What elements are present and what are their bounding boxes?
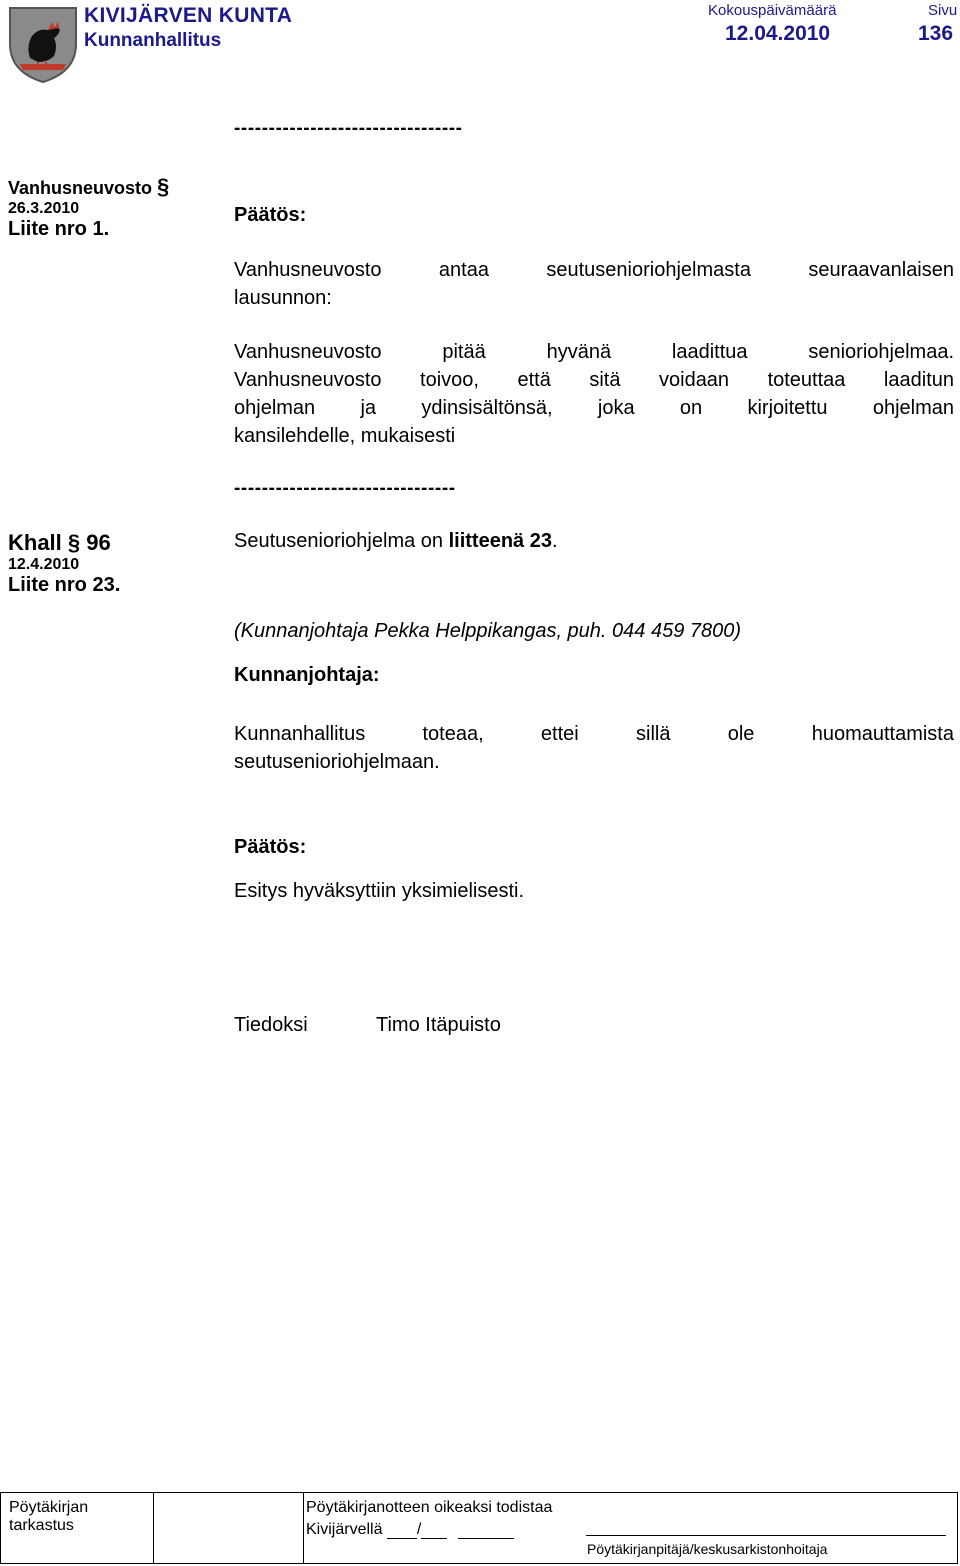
paragraph-line: ohjelman ja ydinsisältönsä, joka on kirjoitettu ohjelman xyxy=(234,397,954,419)
meeting-date-value: 12.04.2010 xyxy=(725,22,831,45)
page-label: Sivu xyxy=(928,2,958,19)
proposal-heading: Kunnanjohtaja: xyxy=(234,664,380,686)
contact-info: (Kunnanjohtaja Pekka Helppikangas, puh. 044 459 7800) xyxy=(234,620,742,642)
place-date-line xyxy=(306,1521,514,1539)
reference-attachment: Liite nro 23. xyxy=(8,574,121,596)
paragraph-line: Vanhusneuvosto toivoo, että sitä voidaan toteuttaa laaditun xyxy=(234,369,954,391)
reference-name: Khall xyxy=(8,530,62,555)
year-blank xyxy=(458,1524,514,1539)
page-number: 136 xyxy=(918,22,954,45)
separator-line: --------------------------------- xyxy=(234,118,463,139)
attachment-note xyxy=(234,530,558,553)
reference-name: Vanhusneuvosto xyxy=(8,178,153,198)
footer-signature-cell xyxy=(153,1493,304,1563)
proposal-paragraph xyxy=(234,720,954,776)
month-blank xyxy=(421,1524,447,1539)
section-sign: § xyxy=(67,530,81,555)
statement-paragraph xyxy=(234,256,954,312)
decision-heading: Päätös: xyxy=(234,204,307,226)
reference-attachment: Liite nro 1. xyxy=(8,218,110,240)
paragraph-line: Vanhusneuvosto pitää hyvänä laadittua senioriohjelmaa. xyxy=(234,341,954,363)
paragraph-line: kansilehdelle, mukaisesti xyxy=(234,425,456,447)
info-label: Tiedoksi xyxy=(234,1014,308,1036)
section-sign: § xyxy=(157,174,170,199)
attachment-end: . xyxy=(551,530,558,552)
attachment-text: Seutusenioriohjelma on xyxy=(234,530,449,552)
paragraph-line: seutusenioriohjelmaan. xyxy=(234,751,440,773)
attachment-number: liitteenä 23 xyxy=(448,530,552,552)
reference-block xyxy=(8,174,169,241)
reference-block xyxy=(8,530,120,597)
date-slash: / xyxy=(416,1521,422,1538)
day-blank xyxy=(387,1524,417,1539)
place-text: Kivijärvellä xyxy=(306,1521,383,1538)
decision-text: Esitys hyväksyttiin yksimielisesti. xyxy=(234,880,525,902)
municipality-crest-logo xyxy=(8,6,78,84)
paragraph-line: lausunnon: xyxy=(234,287,332,309)
reference-date: 26.3.2010 xyxy=(8,200,80,217)
footer-box xyxy=(0,1492,958,1564)
meeting-date-label: Kokouspäivämäärä xyxy=(708,2,837,19)
info-recipient: Timo Itäpuisto xyxy=(376,1014,501,1036)
separator-line: -------------------------------- xyxy=(234,478,456,499)
reference-date: 12.4.2010 xyxy=(8,556,80,573)
footer-check-cell xyxy=(1,1493,154,1563)
check-label: Pöytäkirjan tarkastus xyxy=(9,1499,89,1534)
paragraph-line: Kunnanhallitus toteaa, ettei sillä ole huomauttamista xyxy=(234,723,954,745)
paragraph-line: Vanhusneuvosto antaa seutusenioriohjelmasta seuraavanlaisen xyxy=(234,259,954,281)
decision-heading: Päätös: xyxy=(234,836,307,858)
opinion-paragraph xyxy=(234,338,954,450)
certify-label: Pöytäkirjanotteen oikeaksi todistaa xyxy=(306,1499,553,1516)
section-number: 96 xyxy=(86,530,111,555)
organization-name: KIVIJÄRVEN KUNTA xyxy=(84,4,293,27)
signer-title: Pöytäkirjanpitäjä/keskusarkistonhoitaja xyxy=(587,1541,828,1557)
signature-line xyxy=(586,1535,946,1536)
board-name: Kunnanhallitus xyxy=(84,30,222,51)
